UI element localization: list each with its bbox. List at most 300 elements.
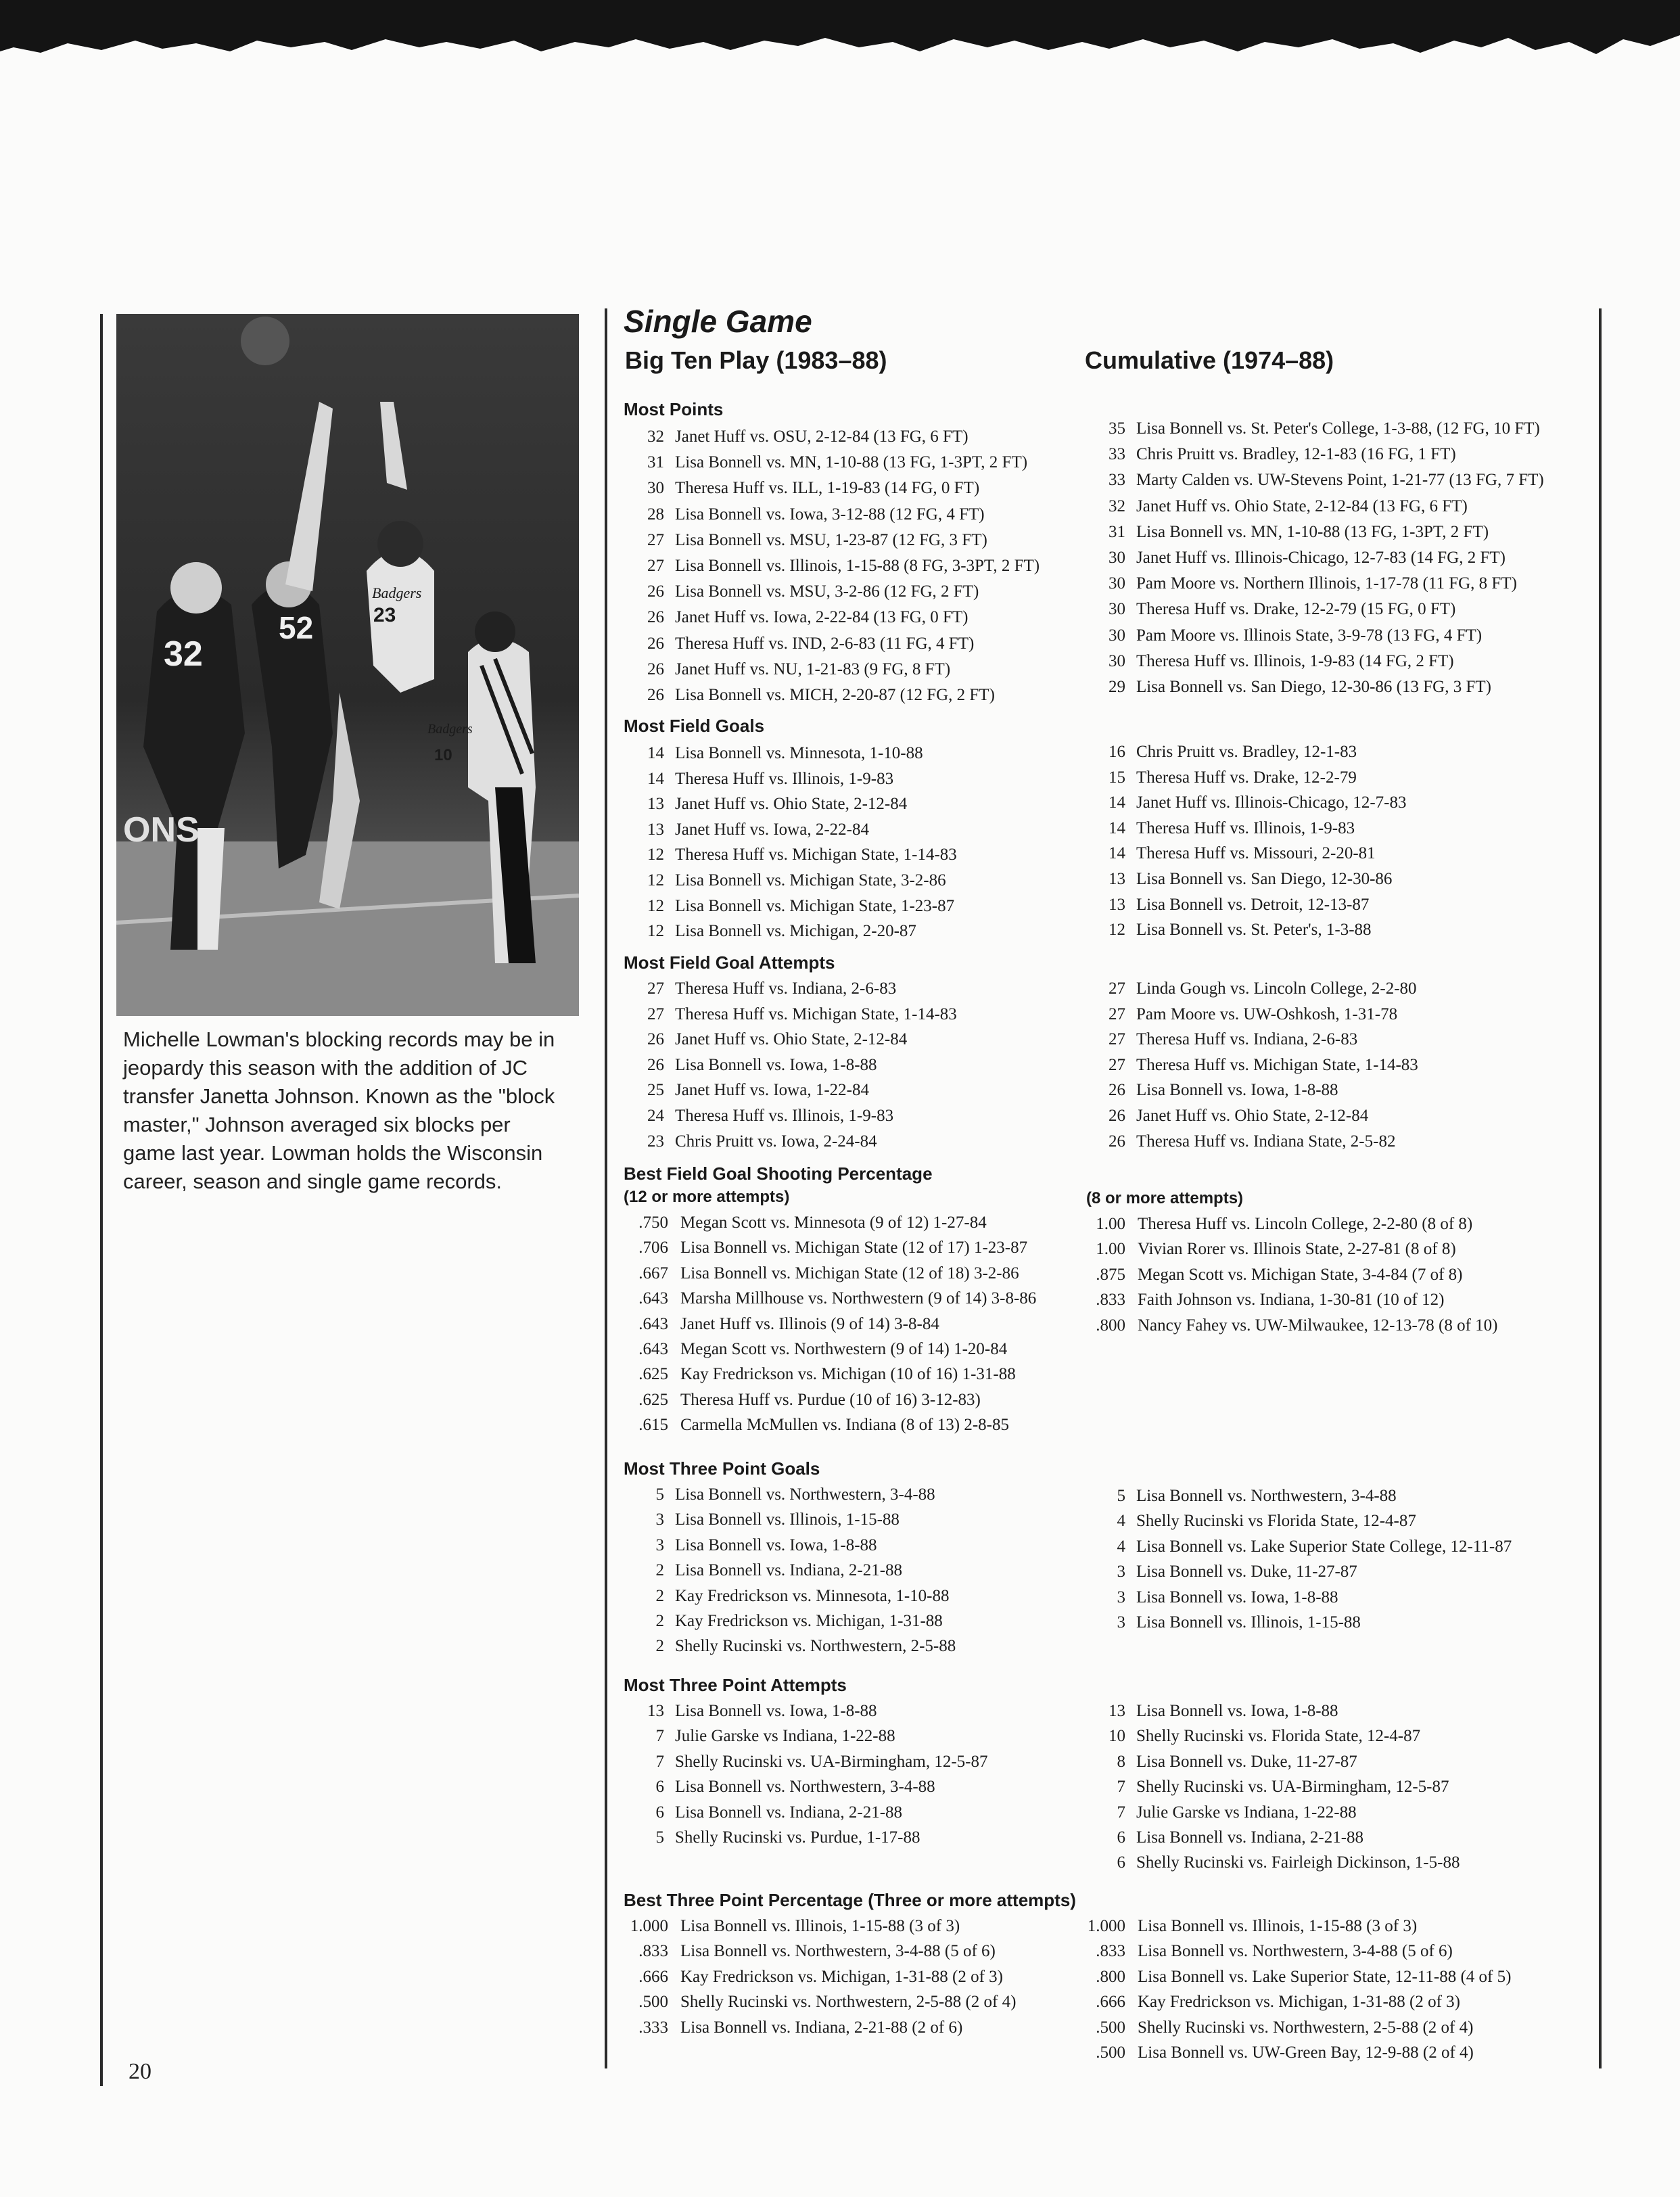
record-value: 26 — [647, 582, 664, 601]
right-record-row — [1065, 597, 1565, 622]
record-value: 1.000 — [630, 1917, 668, 1935]
right-record-row — [1081, 2016, 1581, 2040]
record-value: 14 — [1109, 844, 1125, 863]
record-text: Lisa Bonnell vs. Iowa, 1-8-88 — [1136, 1702, 1338, 1720]
left-record-row — [603, 450, 1104, 475]
record-text: Marty Calden vs. UW-Stevens Point, 1-21-77 (13 FG, 7 FT) — [1136, 471, 1544, 490]
record-value: 23 — [647, 1132, 664, 1151]
record-value: 12 — [647, 871, 664, 889]
record-text: Pam Moore vs. Illinois State, 3-9-78 (13 FG, 4 FT) — [1136, 626, 1483, 645]
right-record-row — [1065, 1699, 1565, 1724]
record-value: 2 — [655, 1561, 664, 1580]
record-text: Theresa Huff vs. Drake, 12-2-79 (15 FG, 0 FT) — [1136, 600, 1456, 619]
svg-text:Badgers: Badgers — [372, 584, 422, 601]
left-record-row — [624, 1939, 1124, 1964]
record-value: 13 — [647, 795, 664, 814]
record-text: Kay Fredrickson vs. Michigan, 1-31-88 — [675, 1612, 943, 1630]
record-text: Lisa Bonnell vs. Michigan, 2-20-87 — [675, 922, 916, 941]
record-text: Shelly Rucinski vs. Northwestern, 2-5-88 — [675, 1637, 956, 1656]
record-value: .706 — [638, 1239, 668, 1257]
record-value: 26 — [647, 608, 664, 627]
record-value: .875 — [1096, 1265, 1125, 1284]
record-text: Lisa Bonnell vs. UW-Green Bay, 12-9-88 (2 of 4) — [1138, 2043, 1474, 2062]
record-value: 30 — [1109, 549, 1125, 567]
record-value: 26 — [1109, 1081, 1125, 1100]
record-text: Kay Fredrickson vs. Michigan (10 of 16) 1-31-88 — [680, 1365, 1016, 1384]
record-value: 10 — [1109, 1727, 1125, 1746]
right-record-row — [1065, 1002, 1565, 1027]
left-record-row — [624, 1914, 1124, 1939]
record-text: Lisa Bonnell vs. Illinois, 1-15-88 (3 of 3) — [1138, 1917, 1418, 1935]
right-record-row — [1081, 2041, 1581, 2065]
record-text: Lisa Bonnell vs. Northwestern, 3-4-88 — [1136, 1487, 1397, 1505]
photo-caption: Michelle Lowman's blocking records may be in jeopardy this season with the addition of JC transfer Janetta Johnson. Known as the "block master," Johnson averaged six blocks per game last year. Lowman holds the Wisconsin career, season and single game records. — [123, 1027, 555, 1193]
right-record-row — [1065, 816, 1565, 841]
left-record-row — [624, 1362, 1124, 1387]
left-record-row — [603, 1609, 1104, 1634]
right-record-row — [1065, 1560, 1565, 1584]
right-record-row — [1065, 442, 1565, 467]
basketball-jump-ball-photo — [116, 314, 579, 1016]
record-value: 26 — [647, 634, 664, 653]
record-text: Lisa Bonnell vs. Iowa, 1-8-88 — [675, 1055, 877, 1074]
torn-paper-edge — [0, 0, 1680, 68]
record-text: Lisa Bonnell vs. Illinois, 1-15-88 (8 FG, 3-3PT, 2 FT) — [675, 557, 1040, 575]
right-record-row — [1065, 1611, 1565, 1635]
record-value: 4 — [1117, 1512, 1125, 1531]
left-record-row — [603, 1002, 1104, 1027]
record-value: 27 — [1109, 979, 1125, 998]
record-value: .625 — [638, 1365, 668, 1384]
record-text: Janet Huff vs. Illinois-Chicago, 12-7-83 — [1136, 793, 1407, 812]
record-value: 7 — [655, 1752, 664, 1771]
svg-text:10: 10 — [434, 746, 452, 764]
record-text: Shelly Rucinski vs. Northwestern, 2-5-88 (2 of 4) — [1138, 2018, 1474, 2037]
record-text: Theresa Huff vs. Illinois, 1-9-83 (14 FG, 2 FT) — [1136, 651, 1454, 670]
svg-text:ONS: ONS — [123, 810, 200, 850]
left-record-row — [603, 605, 1104, 630]
left-record-row — [603, 476, 1104, 501]
record-text: Theresa Huff vs. Indiana, 2-6-83 — [1136, 1030, 1358, 1049]
record-value: 32 — [647, 427, 664, 446]
record-text: Julie Garske vs Indiana, 1-22-88 — [675, 1727, 895, 1746]
record-value: 1.00 — [1096, 1215, 1125, 1233]
record-value: 2 — [655, 1586, 664, 1605]
right-record-row — [1065, 1801, 1565, 1825]
left-record-row — [624, 1388, 1124, 1412]
left-record-row — [603, 1801, 1104, 1825]
left-record-row — [603, 1483, 1104, 1507]
record-text: Chris Pruitt vs. Bradley, 12-1-83 (16 FG, 1 FT) — [1136, 445, 1456, 464]
record-text: Julie Garske vs Indiana, 1-22-88 — [1136, 1803, 1357, 1822]
record-text: Chris Pruitt vs. Bradley, 12-1-83 — [1136, 743, 1357, 761]
record-value: 12 — [647, 846, 664, 864]
record-value: 31 — [647, 453, 664, 472]
right-record-row — [1065, 893, 1565, 917]
record-value: 30 — [1109, 574, 1125, 593]
record-text: Lisa Bonnell vs. Iowa, 1-8-88 — [675, 1702, 877, 1720]
record-value: 24 — [647, 1107, 664, 1125]
record-text: Pam Moore vs. UW-Oshkosh, 1-31-78 — [1136, 1004, 1398, 1023]
record-value: 27 — [647, 979, 664, 998]
left-record-row — [603, 843, 1104, 867]
record-text: Lisa Bonnell vs. Iowa, 1-8-88 — [675, 1535, 877, 1554]
record-text: Lisa Bonnell vs. Michigan State (12 of 17) 1-23-87 — [680, 1239, 1028, 1257]
record-value: 8 — [1117, 1752, 1125, 1771]
record-text: Chris Pruitt vs. Iowa, 2-24-84 — [675, 1132, 877, 1151]
record-text: Lisa Bonnell vs. Indiana, 2-21-88 — [675, 1561, 903, 1580]
record-value: 3 — [655, 1535, 664, 1554]
record-value: .643 — [638, 1340, 668, 1358]
record-text: Janet Huff vs. Ohio State, 2-12-84 — [675, 1030, 908, 1049]
record-value: 14 — [647, 769, 664, 788]
record-value: 1.00 — [1096, 1240, 1125, 1259]
record-text: Lisa Bonnell vs. Iowa, 1-8-88 — [1136, 1081, 1338, 1100]
record-text: Janet Huff vs. NU, 1-21-83 (9 FG, 8 FT) — [675, 660, 951, 678]
record-value: .750 — [638, 1213, 668, 1232]
left-record-row — [603, 818, 1104, 842]
record-text: Theresa Huff vs. Illinois, 1-9-83 — [675, 769, 894, 788]
right-record-row — [1065, 624, 1565, 648]
record-text: Janet Huff vs. Illinois (9 of 14) 3-8-84 — [680, 1314, 939, 1333]
left-record-row — [603, 528, 1104, 553]
right-record-row — [1081, 1263, 1581, 1287]
left-record-row — [603, 792, 1104, 816]
record-text: Lisa Bonnell vs. Lake Superior State College, 12-11-87 — [1136, 1537, 1512, 1556]
record-value: 31 — [1109, 522, 1125, 541]
record-value: 29 — [1109, 678, 1125, 696]
left-record-row — [603, 503, 1104, 527]
right-record-row — [1065, 546, 1565, 570]
right-record-row — [1065, 841, 1565, 866]
record-text: Theresa Huff vs. Drake, 12-2-79 — [1136, 768, 1357, 787]
record-value: 33 — [1109, 445, 1125, 464]
left-column-rule — [100, 314, 103, 2086]
record-value: .333 — [638, 2018, 668, 2037]
record-value: 25 — [647, 1081, 664, 1100]
section-heading: Best Three Point Percentage (Three or more attempts) — [624, 1890, 1076, 1910]
right-record-row — [1065, 1775, 1565, 1799]
record-text: Shelly Rucinski vs. UA-Birmingham, 12-5-87 — [675, 1752, 988, 1771]
right-record-row — [1065, 675, 1565, 699]
record-value: 13 — [647, 820, 664, 839]
right-record-row — [1081, 1965, 1581, 1989]
svg-text:Badgers: Badgers — [427, 722, 473, 737]
record-value: 13 — [1109, 1702, 1125, 1720]
left-record-row — [603, 1699, 1104, 1724]
record-value: 15 — [1109, 768, 1125, 787]
right-record-row — [1065, 1053, 1565, 1078]
record-value: 7 — [1117, 1803, 1125, 1822]
record-text: Lisa Bonnell vs. San Diego, 12-30-86 — [1136, 870, 1393, 888]
left-record-row — [603, 741, 1104, 766]
record-value: 26 — [647, 686, 664, 704]
record-value: 5 — [655, 1485, 664, 1504]
record-value: 27 — [647, 557, 664, 575]
record-text: Theresa Huff vs. Indiana, 2-6-83 — [675, 979, 897, 998]
right-record-row — [1081, 1990, 1581, 2014]
record-text: Shelly Rucinski vs. Fairleigh Dickinson, 1-5-88 — [1136, 1853, 1460, 1872]
record-value: 6 — [1117, 1853, 1125, 1872]
record-value: .500 — [1096, 2043, 1125, 2062]
record-text: Lisa Bonnell vs. Illinois, 1-15-88 — [1136, 1613, 1361, 1632]
left-record-row — [624, 1211, 1124, 1235]
left-record-row — [603, 1027, 1104, 1052]
record-text: Theresa Huff vs. Missouri, 2-20-81 — [1136, 844, 1376, 863]
left-record-row — [603, 767, 1104, 791]
page-title: Single Game — [624, 304, 812, 339]
record-text: Lisa Bonnell vs. Northwestern, 3-4-88 — [675, 1778, 935, 1797]
record-value: 27 — [1109, 1055, 1125, 1074]
right-record-row — [1065, 740, 1565, 764]
record-value: 26 — [1109, 1132, 1125, 1151]
record-value: .500 — [638, 1993, 668, 2012]
right-record-row — [1065, 468, 1565, 492]
record-text: Lisa Bonnell vs. MICH, 2-20-87 (12 FG, 2 FT) — [675, 686, 995, 704]
svg-text:32: 32 — [164, 634, 203, 674]
record-value: 14 — [1109, 793, 1125, 812]
right-record-row — [1065, 1484, 1565, 1508]
record-value: 28 — [647, 505, 664, 524]
left-record-row — [603, 1078, 1104, 1103]
record-value: 35 — [1109, 419, 1125, 438]
record-text: Theresa Huff vs. Illinois, 1-9-83 — [1136, 818, 1355, 837]
record-value: 30 — [647, 479, 664, 498]
record-text: Theresa Huff vs. Indiana State, 2-5-82 — [1136, 1132, 1396, 1151]
record-value: 12 — [1109, 921, 1125, 940]
record-value: 6 — [655, 1803, 664, 1822]
record-value: 26 — [647, 1055, 664, 1074]
right-record-row — [1065, 494, 1565, 519]
record-value: .833 — [1096, 1942, 1125, 1961]
record-value: .643 — [638, 1289, 668, 1308]
right-record-row — [1081, 1914, 1581, 1939]
left-record-row — [603, 1750, 1104, 1774]
record-value: 26 — [647, 660, 664, 678]
record-text: Lisa Bonnell vs. Minnesota, 1-10-88 — [675, 744, 923, 762]
record-text: Janet Huff vs. OSU, 2-12-84 (13 FG, 6 FT) — [675, 427, 969, 446]
section-heading: Most Field Goal Attempts — [624, 952, 835, 973]
left-record-row — [624, 1337, 1124, 1362]
record-text: Theresa Huff vs. ILL, 1-19-83 (14 FG, 0 FT) — [675, 479, 980, 498]
right-record-row — [1065, 918, 1565, 942]
record-value: 12 — [647, 922, 664, 941]
record-text: Kay Fredrickson vs. Minnesota, 1-10-88 — [675, 1586, 950, 1605]
left-record-row — [603, 425, 1104, 449]
record-text: Carmella McMullen vs. Indiana (8 of 13) 2-8-85 — [680, 1416, 1009, 1435]
record-text: Janet Huff vs. Iowa, 2-22-84 (13 FG, 0 FT) — [675, 608, 969, 627]
left-record-row — [603, 1533, 1104, 1558]
record-text: Vivian Rorer vs. Illinois State, 2-27-81 (8 of 8) — [1138, 1240, 1456, 1259]
record-text: Theresa Huff vs. Michigan State, 1-14-83 — [675, 846, 957, 864]
record-value: 32 — [1109, 496, 1125, 515]
record-text: Kay Fredrickson vs. Michigan, 1-31-88 (2 of 3) — [680, 1967, 1003, 1986]
record-value: 14 — [647, 744, 664, 762]
record-text: Lisa Bonnell vs. Michigan State (12 of 18) 3-2-86 — [680, 1264, 1019, 1282]
left-record-row — [603, 554, 1104, 578]
right-record-row — [1065, 1104, 1565, 1128]
right-record-row — [1081, 1237, 1581, 1262]
record-text: Janet Huff vs. Iowa, 1-22-84 — [675, 1081, 869, 1100]
left-record-row — [603, 869, 1104, 893]
left-record-row — [603, 1584, 1104, 1609]
record-text: Lisa Bonnell vs. MSU, 3-2-86 (12 FG, 2 FT) — [675, 582, 979, 601]
left-record-row — [603, 894, 1104, 919]
record-value: .833 — [638, 1942, 668, 1961]
right-record-row — [1065, 1130, 1565, 1154]
record-value: 3 — [1117, 1588, 1125, 1606]
svg-text:23: 23 — [373, 604, 396, 626]
record-value: 27 — [647, 530, 664, 549]
record-value: 33 — [1109, 471, 1125, 490]
record-value: .667 — [638, 1264, 668, 1282]
left-record-row — [603, 1558, 1104, 1583]
record-text: Janet Huff vs. Ohio State, 2-12-84 — [1136, 1107, 1369, 1125]
record-value: 27 — [647, 1004, 664, 1023]
record-value: 7 — [655, 1727, 664, 1746]
left-subheading: (12 or more attempts) — [624, 1188, 790, 1206]
record-text: Lisa Bonnell vs. Northwestern, 3-4-88 (5 of 6) — [1138, 1942, 1453, 1961]
right-record-row — [1065, 1851, 1565, 1875]
record-text: Lisa Bonnell vs. St. Peter's, 1-3-88 — [1136, 921, 1372, 940]
record-text: Lisa Bonnell vs. MN, 1-10-88 (13 FG, 1-3PT, 2 FT) — [1136, 522, 1489, 541]
section-heading: Best Field Goal Shooting Percentage — [624, 1163, 933, 1184]
record-text: Shelly Rucinski vs. Florida State, 12-4-87 — [1136, 1727, 1421, 1746]
record-text: Lisa Bonnell vs. Northwestern, 3-4-88 (5 of 6) — [680, 1942, 996, 1961]
right-record-row — [1065, 1826, 1565, 1850]
record-text: Shelly Rucinski vs. Northwestern, 2-5-88 (2 of 4) — [680, 1993, 1017, 2012]
left-record-row — [624, 2016, 1124, 2040]
left-record-row — [624, 1287, 1124, 1311]
record-value: .800 — [1096, 1967, 1125, 1986]
left-record-row — [603, 1634, 1104, 1659]
record-text: Theresa Huff vs. Purdue (10 of 16) 3-12-83) — [680, 1390, 981, 1409]
right-record-row — [1065, 867, 1565, 892]
record-text: Megan Scott vs. Minnesota (9 of 12) 1-27-84 — [680, 1213, 987, 1232]
record-value: .625 — [638, 1390, 668, 1409]
section-heading: Most Three Point Goals — [624, 1458, 820, 1479]
record-value: 30 — [1109, 600, 1125, 619]
left-record-row — [624, 1990, 1124, 2014]
record-value: .833 — [1096, 1291, 1125, 1310]
right-record-row — [1065, 572, 1565, 596]
record-text: Lisa Bonnell vs. San Diego, 12-30-86 (13 FG, 3 FT) — [1136, 678, 1491, 696]
record-text: Shelly Rucinski vs. Purdue, 1-17-88 — [675, 1828, 920, 1847]
right-subheading: (8 or more attempts) — [1086, 1189, 1244, 1207]
left-record-row — [603, 1130, 1104, 1154]
left-record-row — [603, 919, 1104, 944]
record-text: Lisa Bonnell vs. Michigan State, 3-2-86 — [675, 871, 946, 889]
record-text: Marsha Millhouse vs. Northwestern (9 of 14) 3-8-86 — [680, 1289, 1037, 1308]
record-value: 3 — [1117, 1613, 1125, 1632]
record-value: .500 — [1096, 2018, 1125, 2037]
left-record-row — [603, 1826, 1104, 1850]
record-value: 13 — [647, 1702, 664, 1720]
record-value: 6 — [655, 1778, 664, 1797]
right-record-row — [1065, 1078, 1565, 1103]
record-text: Lisa Bonnell vs. Indiana, 2-21-88 — [1136, 1828, 1364, 1847]
record-text: Megan Scott vs. Northwestern (9 of 14) 1-20-84 — [680, 1340, 1008, 1358]
record-value: 5 — [1117, 1487, 1125, 1505]
record-text: Lisa Bonnell vs. Iowa, 1-8-88 — [1136, 1588, 1338, 1606]
record-value: 13 — [1109, 870, 1125, 888]
record-text: Lisa Bonnell vs. Lake Superior State, 12-11-88 (4 of 5) — [1138, 1967, 1512, 1986]
section-heading: Most Field Goals — [624, 716, 765, 736]
record-value: 2 — [655, 1612, 664, 1630]
record-value: 26 — [1109, 1107, 1125, 1125]
record-value: 6 — [1117, 1828, 1125, 1847]
right-record-row — [1065, 1027, 1565, 1052]
right-record-row — [1081, 1288, 1581, 1312]
record-value: 30 — [1109, 651, 1125, 670]
right-record-row — [1065, 1535, 1565, 1559]
record-value: 16 — [1109, 743, 1125, 761]
left-record-row — [624, 1262, 1124, 1286]
record-text: Lisa Bonnell vs. Indiana, 2-21-88 (2 of 6) — [680, 2018, 963, 2037]
record-text: Lisa Bonnell vs. Indiana, 2-21-88 — [675, 1803, 903, 1822]
left-record-row — [603, 1053, 1104, 1078]
right-record-row — [1065, 1750, 1565, 1774]
right-record-row — [1065, 1724, 1565, 1749]
page-number: 20 — [129, 2059, 151, 2084]
left-record-row — [603, 1724, 1104, 1749]
record-text: Lisa Bonnell vs. St. Peter's College, 1-3-88, (12 FG, 10 FT) — [1136, 419, 1540, 438]
right-record-row — [1081, 1939, 1581, 1964]
record-value: 12 — [647, 896, 664, 915]
left-record-row — [603, 1104, 1104, 1128]
record-text: Theresa Huff vs. Michigan State, 1-14-83 — [1136, 1055, 1418, 1074]
big-ten-heading: Big Ten Play (1983–88) — [625, 346, 887, 374]
record-value: .666 — [1096, 1993, 1125, 2012]
section-heading: Most Three Point Attempts — [624, 1675, 847, 1695]
right-record-row — [1065, 1586, 1565, 1610]
record-text: Lisa Bonnell vs. Michigan State, 1-23-87 — [675, 896, 955, 915]
record-value: 4 — [1117, 1537, 1125, 1556]
left-record-row — [624, 1965, 1124, 1989]
record-text: Lisa Bonnell vs. Illinois, 1-15-88 — [675, 1510, 900, 1529]
left-record-row — [603, 1508, 1104, 1532]
record-text: Lisa Bonnell vs. Northwestern, 3-4-88 — [675, 1485, 935, 1504]
record-value: 26 — [647, 1030, 664, 1049]
left-record-row — [603, 632, 1104, 656]
record-text: Lisa Bonnell vs. MN, 1-10-88 (13 FG, 1-3PT, 2 FT) — [675, 453, 1028, 472]
record-text: Lisa Bonnell vs. MSU, 1-23-87 (12 FG, 3 FT) — [675, 530, 987, 549]
record-value: 3 — [655, 1510, 664, 1529]
svg-text:52: 52 — [279, 610, 314, 645]
record-value: 1.000 — [1087, 1917, 1125, 1935]
record-text: Faith Johnson vs. Indiana, 1-30-81 (10 of 12) — [1138, 1291, 1445, 1310]
record-value: 5 — [655, 1828, 664, 1847]
record-text: Janet Huff vs. Ohio State, 2-12-84 (13 FG, 6 FT) — [1136, 496, 1468, 515]
record-text: Janet Huff vs. Illinois-Chicago, 12-7-83 (14 FG, 2 FT) — [1136, 549, 1506, 567]
record-text: Lisa Bonnell vs. Iowa, 3-12-88 (12 FG, 4 FT) — [675, 505, 985, 524]
record-text: Shelly Rucinski vs. UA-Birmingham, 12-5-87 — [1136, 1778, 1449, 1797]
record-value: 14 — [1109, 818, 1125, 837]
record-text: Kay Fredrickson vs. Michigan, 1-31-88 (2 of 3) — [1138, 1993, 1460, 2012]
record-value: 27 — [1109, 1004, 1125, 1023]
left-record-row — [624, 1413, 1124, 1437]
right-record-row — [1081, 1314, 1581, 1338]
left-record-row — [603, 1775, 1104, 1799]
record-text: Megan Scott vs. Michigan State, 3-4-84 (7 of 8) — [1138, 1265, 1463, 1284]
left-record-row — [624, 1236, 1124, 1260]
right-record-row — [1065, 977, 1565, 1001]
record-text: Theresa Huff vs. Michigan State, 1-14-83 — [675, 1004, 957, 1023]
record-text: Nancy Fahey vs. UW-Milwaukee, 12-13-78 (8 of 10) — [1138, 1316, 1498, 1335]
left-record-row — [624, 1312, 1124, 1337]
record-text: Theresa Huff vs. IND, 2-6-83 (11 FG, 4 FT) — [675, 634, 975, 653]
record-text: Janet Huff vs. Iowa, 2-22-84 — [675, 820, 869, 839]
